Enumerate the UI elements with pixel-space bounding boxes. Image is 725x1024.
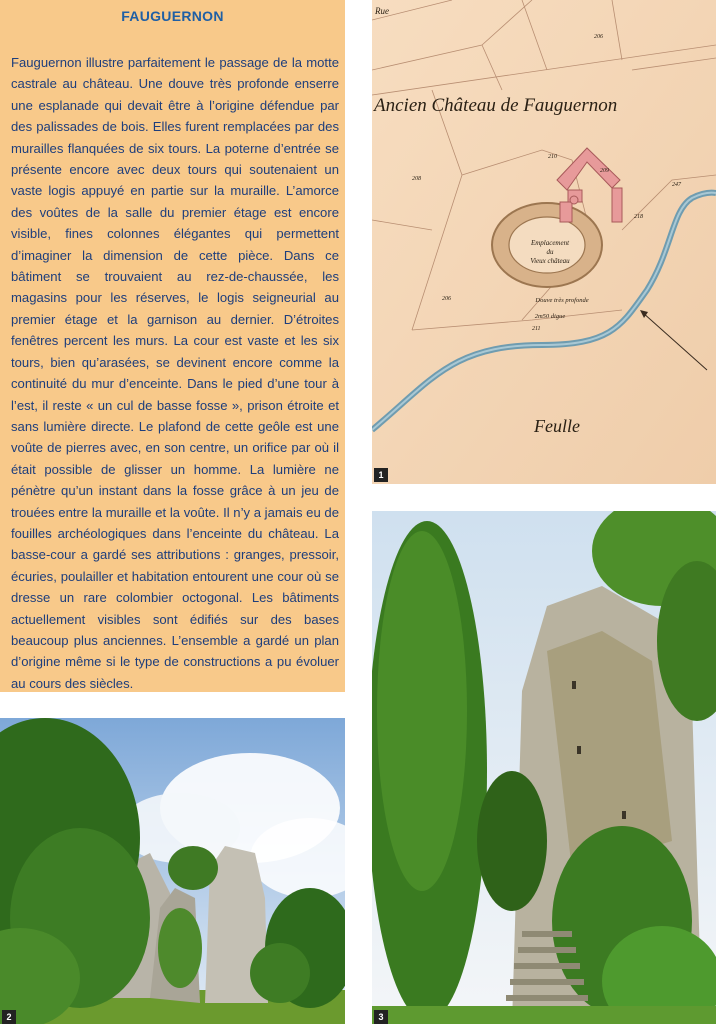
- map-corner-label: Rue: [375, 6, 389, 16]
- castle-ruins-illustration: [0, 718, 345, 1024]
- parcel-number: 206: [594, 34, 603, 40]
- map-center-label-2: du: [546, 248, 554, 256]
- parcel-number: 211: [532, 326, 541, 332]
- article-title: FAUGUERNON: [121, 8, 224, 24]
- map-ditch-label: 2m50 digue: [534, 313, 566, 320]
- parcel-number: 247: [672, 182, 681, 188]
- parcel-number: 208: [412, 176, 421, 182]
- castle-ruins-photo: [0, 718, 345, 1024]
- parcel-number: 209: [600, 168, 609, 174]
- tower-ivy-photo: [372, 511, 716, 1024]
- parcel-number: 206: [442, 296, 451, 302]
- parcel-number: 210: [548, 154, 557, 160]
- figure-number-badge: 2: [2, 1010, 16, 1024]
- figure-number-badge: 1: [374, 468, 388, 482]
- cadastral-map: [372, 0, 716, 484]
- map-center-label-1: Emplacement: [530, 239, 570, 247]
- map-center-label-3: Vieux château: [530, 257, 570, 265]
- article-body: Fauguernon illustre parfaitement le passage de la motte castrale au château. Une douve très profonde enserre une esplanade qui devait être à l’origine défendue par des palissades de bois. Elles furent remplacées par des murailles flanquées de six tours. La poterne d’entrée se présente encore avec deux tours qui soutenaient un vaste logis appuyé en partie sur la muraille. L’amorce des voûtes de la salle du premier étage est encore visible, fines colonnes élégantes qui permettent d’imaginer la dimension de cette pièce. Dans ce bâtiment se trouvaient au rez-de-chaussée, les magasins pour les réserves, le logis seigneurial au premier étage et la garnison au dernier. D’étroites fenêtres percent les murs. La cour est vaste et les six tours, bien qu’arasées, se devinent encore comme la continuité du mur d’enceinte. Dans le pied d’une tour à l’est, il reste « un cul de basse fosse », prison étroite et sans lumière directe. Le plafond de cette geôle est une voûte de pierres avec, en son centre, un orifice par où il était possible de glisser un homme. La lumière ne pénètre qu’un instant dans la fosse grâce à un jeu de trouées entre la muraille et la voûte. Il n’y a jamais eu de fouilles archéologiques dans l’enceinte du château. La basse-cour a gardé ses attributions : granges, pressoir, écuries, poulailler et habitation entourent une cour où se dresse un rare colombier octogonal. Les bâtiments actuellement visibles sont édifiés sur des bases beaucoup plus anciennes. L’ensemble a gardé un plan d’origine même si le type de constructions a pu évoluer au cours des siècles.: [11, 55, 339, 691]
- map-heading: Ancien Château de Fauguernon: [374, 95, 618, 116]
- parcel-number: 218: [634, 214, 643, 220]
- figure-number-badge: 3: [374, 1010, 388, 1024]
- map-ring-label: Douve très profonde: [535, 297, 589, 304]
- article-panel: [0, 0, 345, 692]
- cadastral-map-figure: [372, 0, 716, 484]
- map-place-label: Feulle: [534, 416, 580, 436]
- tower-ivy-illustration: [372, 511, 716, 1024]
